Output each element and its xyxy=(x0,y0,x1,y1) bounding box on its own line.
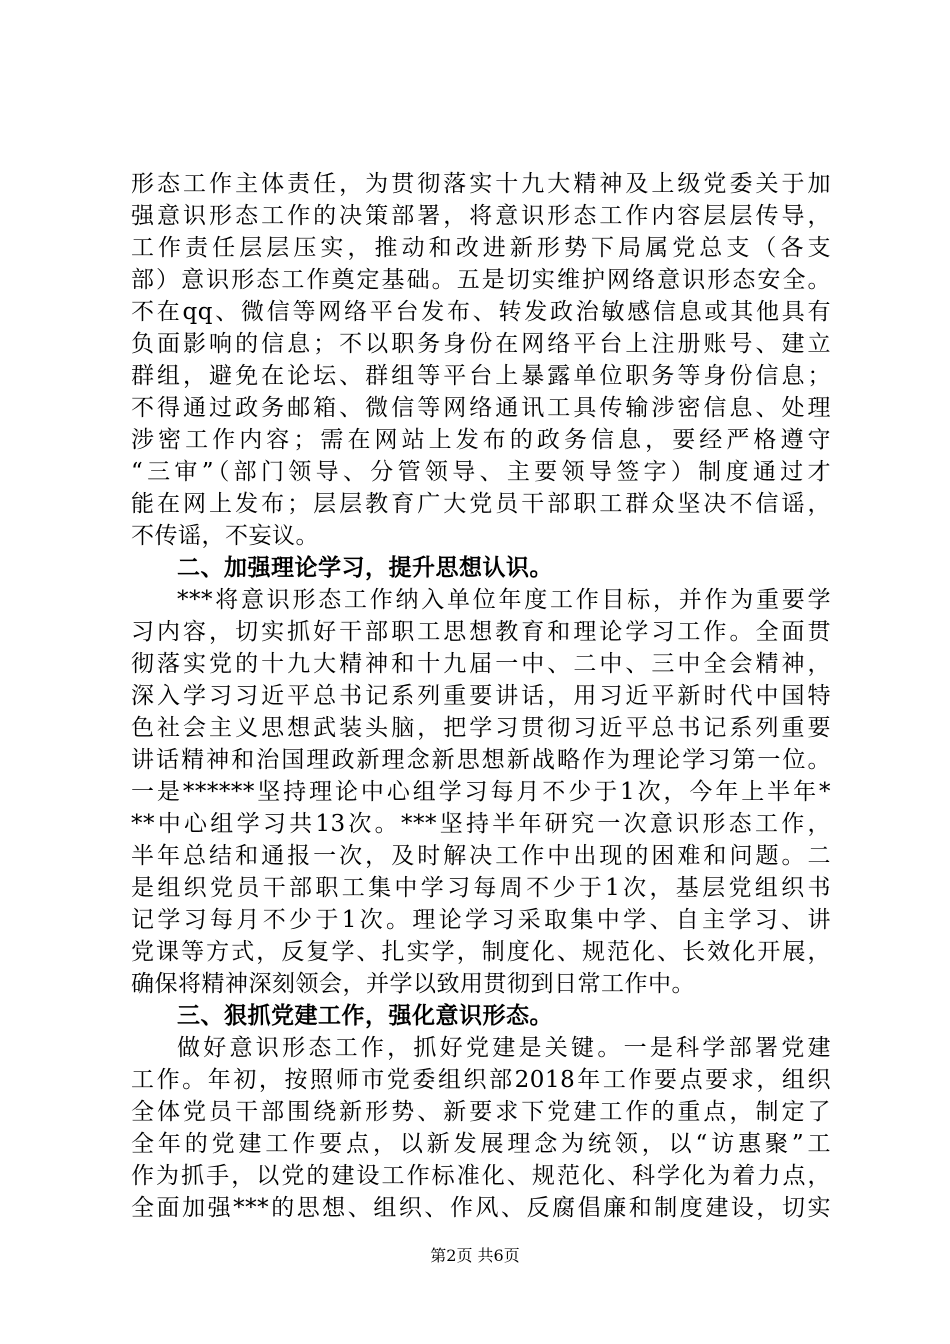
text-line: 强意识形态工作的决策部署，将意识形态工作内容层层传导， xyxy=(131,203,831,229)
text-line: 讲话精神和治国理政新理念新思想新战略作为理论学习第一位。 xyxy=(131,747,831,773)
section-heading: 二、加强理论学习，提升思想认识。 xyxy=(177,555,553,581)
page-footer: 第2页 共6页 xyxy=(430,1246,520,1265)
text-line: 作为抓手，以党的建设工作标准化、规范化、科学化为着力点， xyxy=(131,1163,831,1189)
section-heading: 三、狠抓党建工作，强化意识形态。 xyxy=(177,1003,553,1029)
text-line: 形态工作主体责任，为贯彻落实十九大精神及上级党委关于加 xyxy=(131,171,831,197)
text-line: 不得通过政务邮箱、微信等网络通讯工具传输涉密信息、处理 xyxy=(131,395,831,421)
text-line: 做好意识形态工作，抓好党建是关键。一是科学部署党建 xyxy=(177,1035,831,1061)
text-line: 习内容，切实抓好干部职工思想教育和理论学习工作。全面贯 xyxy=(131,619,831,645)
text-line: 确保将精神深刻领会，并学以致用贯彻到日常工作中。 xyxy=(131,971,695,997)
text-line: 半年总结和通报一次，及时解决工作中出现的困难和问题。二 xyxy=(131,843,831,869)
text-line: 彻落实党的十九大精神和十九届一中、二中、三中全会精神， xyxy=(131,651,831,677)
text-line: 全年的党建工作要点，以新发展理念为统领，以“访惠聚”工 xyxy=(131,1131,831,1157)
text-line: “三审”（部门领导、分管领导、主要领导签字）制度通过才 xyxy=(131,459,831,485)
text-line: 部）意识形态工作奠定基础。五是切实维护网络意识形态安全。 xyxy=(131,267,831,293)
text-line: 不在qq、微信等网络平台发布、转发政治敏感信息或其他具有 xyxy=(131,299,831,325)
text-line: 色社会主义思想武装头脑，把学习贯彻习近平总书记系列重要 xyxy=(131,715,831,741)
text-line: 工作。年初，按照师市党委组织部2018年工作要点要求，组织 xyxy=(131,1067,831,1093)
text-line: ***将意识形态工作纳入单位年度工作目标，并作为重要学 xyxy=(177,587,831,613)
document-body xyxy=(131,168,831,1224)
text-line: 全面加强***的思想、组织、作风、反腐倡廉和制度建设，切实 xyxy=(131,1195,831,1221)
text-line: 群组，避免在论坛、群组等平台上暴露单位职务等身份信息； xyxy=(131,363,831,389)
text-line: 一是******坚持理论中心组学习每月不少于1次，今年上半年* xyxy=(131,779,831,805)
text-line: **中心组学习共13次。***坚持半年研究一次意识形态工作， xyxy=(131,811,831,837)
text-line: 工作责任层层压实，推动和改进新形势下局属党总支（各支 xyxy=(131,235,831,261)
text-line: 不传谣，不妄议。 xyxy=(131,523,319,549)
text-line: 党课等方式，反复学、扎实学，制度化、规范化、长效化开展， xyxy=(131,939,831,965)
text-line: 负面影响的信息；不以职务身份在网络平台上注册账号、建立 xyxy=(131,331,831,357)
text-line: 深入学习习近平总书记系列重要讲话，用习近平新时代中国特 xyxy=(131,683,831,709)
text-line: 是组织党员干部职工集中学习每周不少于1次，基层党组织书 xyxy=(131,875,831,901)
text-line: 能在网上发布；层层教育广大党员干部职工群众坚决不信谣， xyxy=(131,491,831,517)
text-line: 全体党员干部围绕新形势、新要求下党建工作的重点，制定了 xyxy=(131,1099,831,1125)
text-line: 涉密工作内容；需在网站上发布的政务信息，要经严格遵守 xyxy=(131,427,831,453)
text-line: 记学习每月不少于1次。理论学习采取集中学、自主学习、讲 xyxy=(131,907,831,933)
